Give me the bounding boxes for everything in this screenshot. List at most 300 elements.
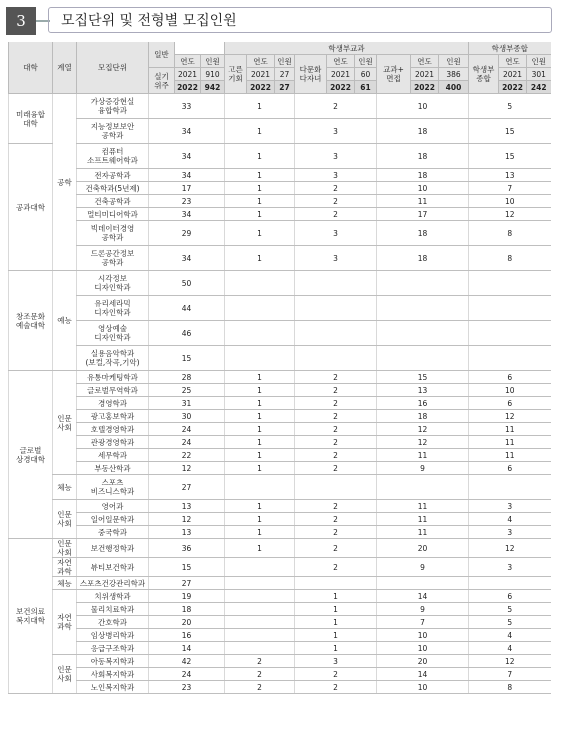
general-cell: 15 [149,346,225,371]
gyogwa-myeonjeop-cell: 18 [377,221,469,246]
gogyo-cell [225,558,295,577]
table-row [9,462,551,475]
gyogwa-myeonjeop-cell: 14 [377,590,469,603]
gogyo-cell: 1 [225,539,295,558]
gogyo-cell: 1 [225,462,295,475]
gogyo-cell [225,590,295,603]
gogyo-cell: 1 [225,182,295,195]
gogyo-cell [225,577,295,590]
general-cell: 20 [149,616,225,629]
gogyo-year-label: 연도 [247,55,275,68]
jonghap-cell: 6 [469,397,551,410]
college-cell: 창조문화 예술대학 [9,271,53,371]
jonghap-cell [469,346,551,371]
damunhwa-cell: 2 [295,94,377,119]
unit-cell: 광고홍보학과 [77,410,149,423]
general-cell: 29 [149,221,225,246]
damunhwa-2022: 2022 [327,81,355,94]
gyogwa-myeonjeop-cell [377,321,469,346]
table-row [9,144,551,169]
gogyo-count-label: 인원 [275,55,295,68]
unit-cell: 물리치료학과 [77,603,149,616]
col-general: 일반 [149,42,175,68]
jonghap-cell [469,321,551,346]
table-row [9,603,551,616]
gyogwa-myeonjeop-cell: 12 [377,436,469,449]
gogyo-cell: 1 [225,144,295,169]
jh-2021: 2021 [499,68,527,81]
gogyo-cell [225,629,295,642]
gm-2022: 2022 [411,81,439,94]
table-row [9,681,551,694]
general-cell: 36 [149,539,225,558]
field-cell: 공학 [53,94,77,271]
unit-cell: 유리세라믹 디자인학과 [77,296,149,321]
unit-cell: 빅데이터경영 공학과 [77,221,149,246]
damunhwa-cell: 2 [295,436,377,449]
jonghap-cell: 7 [469,182,551,195]
gogyo-cell: 1 [225,500,295,513]
table-row [9,616,551,629]
gm-2021-count: 386 [439,68,469,81]
gyogwa-myeonjeop-cell: 10 [377,94,469,119]
college-cell: 글로벌 상경대학 [9,371,53,539]
unit-cell: 건축공학과 [77,195,149,208]
field-cell: 인문 사회 [53,500,77,539]
table-row [9,182,551,195]
damunhwa-cell: 1 [295,616,377,629]
damunhwa-cell: 2 [295,384,377,397]
damunhwa-2022-count: 61 [355,81,377,94]
general-cell: 34 [149,208,225,221]
gogyo-cell: 1 [225,195,295,208]
general-cell: 23 [149,681,225,694]
unit-cell: 관광경영학과 [77,436,149,449]
college-cell: 보건의료 복지대학 [9,539,53,694]
gyogwa-myeonjeop-cell: 12 [377,423,469,436]
gyogwa-myeonjeop-cell: 20 [377,655,469,668]
jonghap-cell: 6 [469,371,551,384]
unit-cell: 임상병리학과 [77,629,149,642]
gyogwa-myeonjeop-cell [377,296,469,321]
field-cell: 인문 사회 [53,539,77,558]
damunhwa-cell: 2 [295,423,377,436]
section-header [6,6,554,36]
gogyo-2022: 2022 [247,81,275,94]
general-year-label: 연도 [175,55,201,68]
damunhwa-cell: 3 [295,655,377,668]
unit-cell: 건축학과(5년제) [77,182,149,195]
gogyo-cell [225,296,295,321]
jonghap-cell: 4 [469,513,551,526]
damunhwa-cell [295,346,377,371]
damunhwa-cell: 2 [295,513,377,526]
general-2022-count: 942 [201,81,225,94]
general-cell: 17 [149,182,225,195]
jonghap-cell: 5 [469,616,551,629]
damunhwa-cell: 2 [295,500,377,513]
gyogwa-myeonjeop-cell: 18 [377,144,469,169]
jonghap-cell [469,271,551,296]
gm-year-label: 연도 [411,55,439,68]
general-cell: 23 [149,195,225,208]
jonghap-cell: 5 [469,603,551,616]
gyogwa-myeonjeop-cell: 11 [377,500,469,513]
general-cell: 13 [149,526,225,539]
jonghap-cell: 12 [469,208,551,221]
jonghap-cell: 3 [469,558,551,577]
table-row [9,346,551,371]
general-cell: 12 [149,462,225,475]
table-row [9,500,551,513]
damunhwa-cell: 3 [295,119,377,144]
admission-table [8,42,551,694]
jonghap-cell: 12 [469,539,551,558]
table-row [9,384,551,397]
unit-cell: 글로벌무역학과 [77,384,149,397]
gogyo-cell: 2 [225,655,295,668]
jonghap-cell: 10 [469,384,551,397]
general-cell: 34 [149,246,225,271]
unit-cell: 뷰티보건학과 [77,558,149,577]
general-cell: 28 [149,371,225,384]
damunhwa-cell: 2 [295,371,377,384]
gogyo-cell: 1 [225,449,295,462]
gogyo-cell: 2 [225,668,295,681]
unit-cell: 부동산학과 [77,462,149,475]
gogyo-cell: 1 [225,119,295,144]
col-silgi: 실기 위주 [149,68,175,94]
damunhwa-count-label: 인원 [355,55,377,68]
unit-cell: 일어일문학과 [77,513,149,526]
jonghap-cell [469,296,551,321]
gyogwa-myeonjeop-cell: 18 [377,410,469,423]
gyogwa-myeonjeop-cell: 14 [377,668,469,681]
gyogwa-myeonjeop-cell: 10 [377,182,469,195]
jonghap-cell: 12 [469,410,551,423]
damunhwa-cell: 2 [295,539,377,558]
damunhwa-cell [295,475,377,500]
table-row [9,513,551,526]
jh-2022-count: 242 [527,81,551,94]
table-row [9,221,551,246]
gyogwa-myeonjeop-cell [377,346,469,371]
damunhwa-cell: 2 [295,182,377,195]
jonghap-cell: 8 [469,681,551,694]
unit-cell: 세무학과 [77,449,149,462]
unit-cell: 유통마케팅학과 [77,371,149,384]
gyogwa-myeonjeop-cell: 7 [377,616,469,629]
gm-count-label: 인원 [439,55,469,68]
jonghap-cell: 6 [469,590,551,603]
field-cell: 인문 사회 [53,655,77,694]
gogyo-cell: 1 [225,384,295,397]
gyogwa-myeonjeop-cell: 9 [377,558,469,577]
gogyo-2021-count: 27 [275,68,295,81]
field-cell: 체능 [53,475,77,500]
section-title: 모집단위 및 전형별 모집인원 [48,7,552,33]
damunhwa-cell: 1 [295,590,377,603]
field-cell: 자연 과학 [53,590,77,655]
table-row [9,94,551,119]
jh-2022: 2022 [499,81,527,94]
unit-cell: 사회복지학과 [77,668,149,681]
gogyo-cell: 1 [225,526,295,539]
unit-cell: 보건행정학과 [77,539,149,558]
unit-cell: 치위생학과 [77,590,149,603]
unit-cell: 시각정보 디자인학과 [77,271,149,296]
table-row [9,539,551,558]
unit-cell: 응급구조학과 [77,642,149,655]
table-row [9,271,551,296]
general-cell: 16 [149,629,225,642]
gyogwa-myeonjeop-cell: 15 [377,371,469,384]
gyogwa-myeonjeop-cell: 9 [377,603,469,616]
gogyo-cell: 2 [225,681,295,694]
gogyo-cell [225,603,295,616]
table-row [9,195,551,208]
unit-cell: 아동복지학과 [77,655,149,668]
general-cell: 22 [149,449,225,462]
jonghap-cell: 3 [469,500,551,513]
damunhwa-cell: 2 [295,681,377,694]
gogyo-2022-count: 27 [275,81,295,94]
general-count-label: 인원 [201,55,225,68]
damunhwa-cell: 1 [295,642,377,655]
gyogwa-myeonjeop-cell: 13 [377,384,469,397]
table-row [9,410,551,423]
gogyo-cell: 1 [225,221,295,246]
jonghap-cell: 6 [469,462,551,475]
gogyo-cell: 1 [225,371,295,384]
general-cell: 42 [149,655,225,668]
general-cell: 44 [149,296,225,321]
gogyo-cell: 1 [225,513,295,526]
damunhwa-cell: 1 [295,603,377,616]
damunhwa-cell: 3 [295,221,377,246]
gogyo-cell: 1 [225,410,295,423]
gyogwa-myeonjeop-cell: 17 [377,208,469,221]
gyogwa-myeonjeop-cell: 18 [377,119,469,144]
jonghap-cell [469,475,551,500]
gogyo-cell [225,321,295,346]
table-row [9,397,551,410]
table-row [9,119,551,144]
jonghap-cell: 11 [469,436,551,449]
damunhwa-cell [295,271,377,296]
field-cell: 인문 사회 [53,371,77,475]
table-row [9,558,551,577]
general-cell: 34 [149,144,225,169]
col-gogyo: 고른 기회 [225,55,247,94]
damunhwa-cell: 2 [295,410,377,423]
general-cell: 34 [149,169,225,182]
group-gyogwa: 학생부교과 [225,42,469,55]
general-cell: 24 [149,423,225,436]
col-damunhwa: 다문화 다자녀 [295,55,327,94]
damunhwa-cell: 2 [295,449,377,462]
general-cell: 14 [149,642,225,655]
jonghap-cell: 13 [469,169,551,182]
general-cell: 33 [149,94,225,119]
general-cell: 27 [149,475,225,500]
gogyo-cell [225,642,295,655]
gogyo-cell [225,616,295,629]
jonghap-cell [469,577,551,590]
gyogwa-myeonjeop-cell: 20 [377,539,469,558]
general-2021: 2021 [175,68,201,81]
damunhwa-cell [295,577,377,590]
jh-count-label: 인원 [527,55,551,68]
unit-cell: 중국학과 [77,526,149,539]
gyogwa-myeonjeop-cell: 11 [377,526,469,539]
general-cell: 12 [149,513,225,526]
gyogwa-myeonjeop-cell: 10 [377,629,469,642]
jonghap-cell: 3 [469,526,551,539]
gogyo-cell: 1 [225,246,295,271]
table-row [9,577,551,590]
gogyo-2021: 2021 [247,68,275,81]
field-cell: 자연 과학 [53,558,77,577]
gyogwa-myeonjeop-cell: 10 [377,681,469,694]
damunhwa-2021: 2021 [327,68,355,81]
jh-2021-count: 301 [527,68,551,81]
jonghap-cell: 11 [469,449,551,462]
table-row [9,423,551,436]
gyogwa-myeonjeop-cell [377,577,469,590]
jh-year-label: 연도 [499,55,527,68]
unit-cell: 노인복지학과 [77,681,149,694]
table-row [9,475,551,500]
unit-cell: 호텔경영학과 [77,423,149,436]
unit-cell: 스포츠 비즈니스학과 [77,475,149,500]
gyogwa-myeonjeop-cell: 16 [377,397,469,410]
unit-cell: 드론공간정보 공학과 [77,246,149,271]
general-cell: 15 [149,558,225,577]
college-cell: 미래융합 대학 [9,94,53,144]
jonghap-cell: 8 [469,221,551,246]
gogyo-cell [225,475,295,500]
col-jonghap: 학생부 종합 [469,55,499,94]
damunhwa-cell: 3 [295,144,377,169]
gogyo-cell: 1 [225,208,295,221]
general-cell: 31 [149,397,225,410]
general-2021-count: 910 [201,68,225,81]
table-row [9,246,551,271]
jonghap-cell: 4 [469,642,551,655]
table-row [9,655,551,668]
damunhwa-cell: 2 [295,195,377,208]
general-cell: 18 [149,603,225,616]
unit-cell: 스포츠건강관리학과 [77,577,149,590]
damunhwa-cell: 2 [295,558,377,577]
general-cell: 13 [149,500,225,513]
unit-cell: 지능정보보안 공학과 [77,119,149,144]
jonghap-cell: 8 [469,246,551,271]
jonghap-cell: 10 [469,195,551,208]
general-cell: 50 [149,271,225,296]
damunhwa-cell: 3 [295,169,377,182]
damunhwa-cell: 2 [295,526,377,539]
unit-cell: 경영학과 [77,397,149,410]
jonghap-cell: 11 [469,423,551,436]
unit-cell: 멀티미디어학과 [77,208,149,221]
jonghap-cell: 7 [469,668,551,681]
unit-cell: 가상증강현실 융합학과 [77,94,149,119]
general-cell: 34 [149,119,225,144]
table-row [9,629,551,642]
general-cell: 27 [149,577,225,590]
general-cell: 24 [149,436,225,449]
damunhwa-cell: 1 [295,629,377,642]
gyogwa-myeonjeop-cell: 9 [377,462,469,475]
col-gyogwa-myeonjeop: 교과+ 면접 [377,55,411,94]
gm-2022-count: 400 [439,81,469,94]
general-2022: 2022 [175,81,201,94]
general-cell: 24 [149,668,225,681]
gogyo-cell: 1 [225,436,295,449]
table-row [9,321,551,346]
table-row [9,526,551,539]
unit-cell: 컴퓨터 소프트웨어학과 [77,144,149,169]
gyogwa-myeonjeop-cell: 18 [377,246,469,271]
gyogwa-myeonjeop-cell: 11 [377,449,469,462]
jonghap-cell: 15 [469,144,551,169]
jonghap-cell: 5 [469,94,551,119]
damunhwa-2021-count: 60 [355,68,377,81]
damunhwa-cell: 2 [295,397,377,410]
general-cell: 25 [149,384,225,397]
gm-2021: 2021 [411,68,439,81]
jonghap-cell: 12 [469,655,551,668]
table-row [9,208,551,221]
gyogwa-myeonjeop-cell: 10 [377,642,469,655]
damunhwa-year-label: 연도 [327,55,355,68]
table-row [9,449,551,462]
table-row [9,436,551,449]
col-unit: 모집단위 [77,42,149,94]
damunhwa-cell: 3 [295,246,377,271]
college-cell: 공과대학 [9,144,53,271]
gogyo-cell [225,271,295,296]
gyogwa-myeonjeop-cell: 11 [377,513,469,526]
table-row [9,668,551,681]
general-cell: 19 [149,590,225,603]
col-field: 계열 [53,42,77,94]
gyogwa-myeonjeop-cell [377,475,469,500]
gyogwa-myeonjeop-cell [377,271,469,296]
group-jonghap: 학생부종합 [469,42,551,55]
field-cell: 예능 [53,271,77,371]
jonghap-cell: 4 [469,629,551,642]
table-row [9,590,551,603]
col-college: 대학 [9,42,53,94]
table-row [9,642,551,655]
table-row [9,371,551,384]
unit-cell: 영상예술 디자인학과 [77,321,149,346]
field-cell: 체능 [53,577,77,590]
gogyo-cell: 1 [225,397,295,410]
unit-cell: 영어과 [77,500,149,513]
general-cell: 46 [149,321,225,346]
unit-cell: 간호학과 [77,616,149,629]
gogyo-cell: 1 [225,423,295,436]
damunhwa-cell: 2 [295,462,377,475]
jonghap-cell: 15 [469,119,551,144]
unit-cell: 전자공학과 [77,169,149,182]
damunhwa-cell [295,321,377,346]
table-row [9,169,551,182]
